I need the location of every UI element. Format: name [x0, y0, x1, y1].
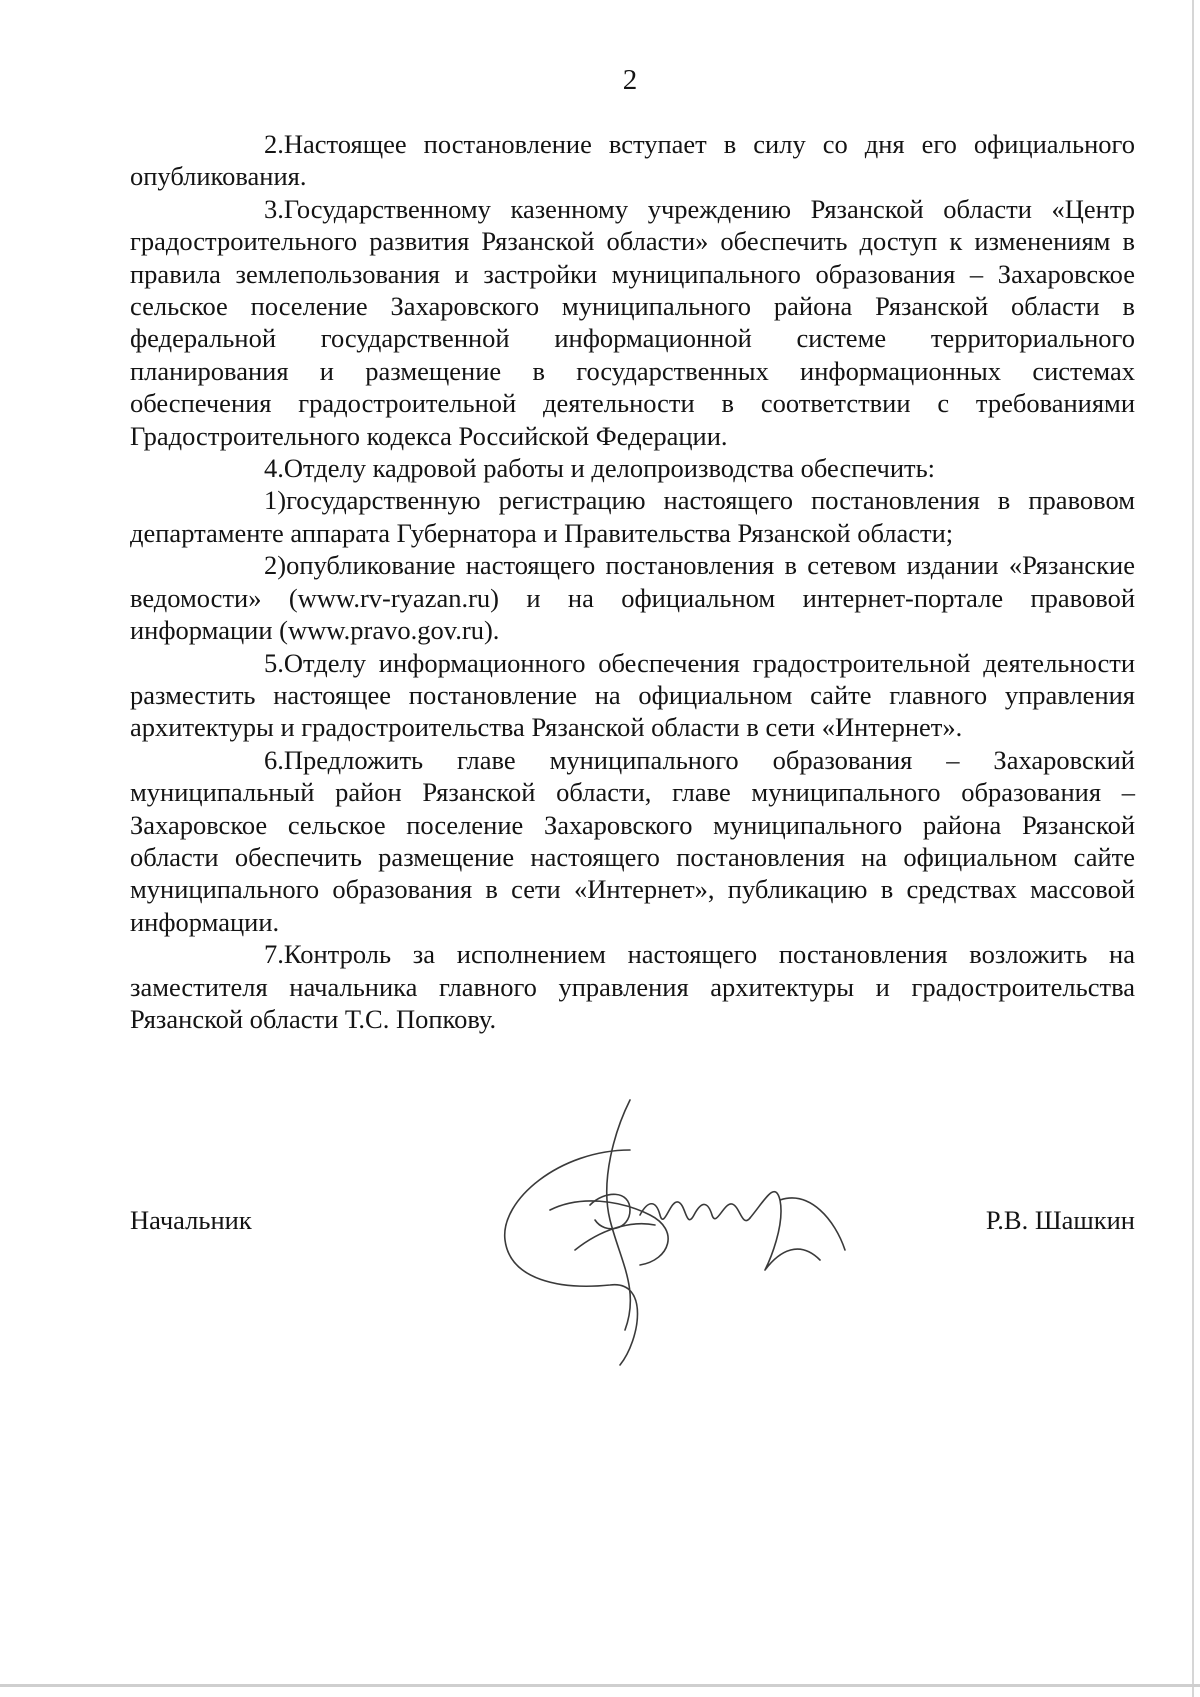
paragraph-number: 4.: [264, 453, 284, 484]
paragraph-7: [130, 938, 1135, 1035]
paragraph-number: 5.: [264, 647, 284, 678]
paragraph-text: Предложить главе муниципального образования – Захаровский муниципальный район Рязанской области, главе муниципального образования – Захаровское сельское поселение Захаровского муниципального района Рязанской области обеспечить размещение настоящего постановления на официальном сайте муниципального образования в сети «Интернет», публикацию в средствах массовой информации.: [130, 744, 1135, 937]
paragraph-text: Государственному казенному учреждению Рязанской области «Центр градостроительного развития Рязанской области» обеспечить доступ к изменениям в правила землепользования и застройки муниципального образования – Захаровское сельское поселение Захаровского муниципального района Рязанской области в федеральной государственной информационной системе территориального планирования и размещение в государственных информационных системах обеспечения градостроительной деятельности в соответствии с требованиями Градостроительного кодекса Российской Федерации.: [130, 193, 1135, 451]
page-number: 2: [622, 64, 638, 96]
subparagraph-2: [130, 549, 1135, 646]
paragraph-5: [130, 647, 1135, 744]
paragraph-4: [130, 452, 1135, 484]
paragraph-6: [130, 744, 1135, 938]
paragraph-number: 7.: [264, 939, 284, 970]
paragraph-number: 2): [264, 550, 287, 581]
signatory-name: Р.В. Шашкин: [985, 1205, 1135, 1235]
paragraph-number: 1): [264, 485, 287, 516]
paragraph-text: Отделу кадровой работы и делопроизводства обеспечить:: [283, 453, 936, 484]
paragraph-number: 3.: [264, 193, 284, 224]
paragraph-text: Контроль за исполнением настоящего постановления возложить на заместителя начальника главного управления архитектуры и градостроительства Рязанской области Т.С. Попкову.: [130, 939, 1135, 1034]
subparagraph-1: [130, 484, 1135, 549]
scan-edge-bottom: [0, 1684, 1200, 1687]
paragraph-text: государственную регистрацию настоящего постановления в правовом департаменте аппарата Губернатора и Правительства Рязанской области;: [130, 485, 1135, 548]
signatory-position: Начальник: [130, 1205, 252, 1235]
paragraph-3: [130, 193, 1135, 452]
paragraph-text: Отделу информационного обеспечения градостроительной деятельности разместить настоящее постановление на официальном сайте главного управления архитектуры и градостроительства Рязанской области в сети «Интернет».: [130, 647, 1135, 743]
paragraph-number: 2.: [264, 129, 284, 159]
paragraph-number: 6.: [264, 744, 284, 775]
paragraph-text: Настоящее постановление вступает в силу со дня его официального опубликования.: [130, 129, 1135, 192]
scan-edge-right: [1192, 0, 1194, 1697]
paragraph-2: [130, 128, 1135, 193]
document-body: [130, 128, 1135, 1035]
handwritten-signature-icon: [480, 1090, 900, 1370]
paragraph-text: опубликование настоящего постановления в сетевом издании «Рязанские ведомости» (www.rv-ryazan.ru) и на официальном интернет-портале правовой информации (www.pravo.gov.ru).: [130, 550, 1135, 646]
